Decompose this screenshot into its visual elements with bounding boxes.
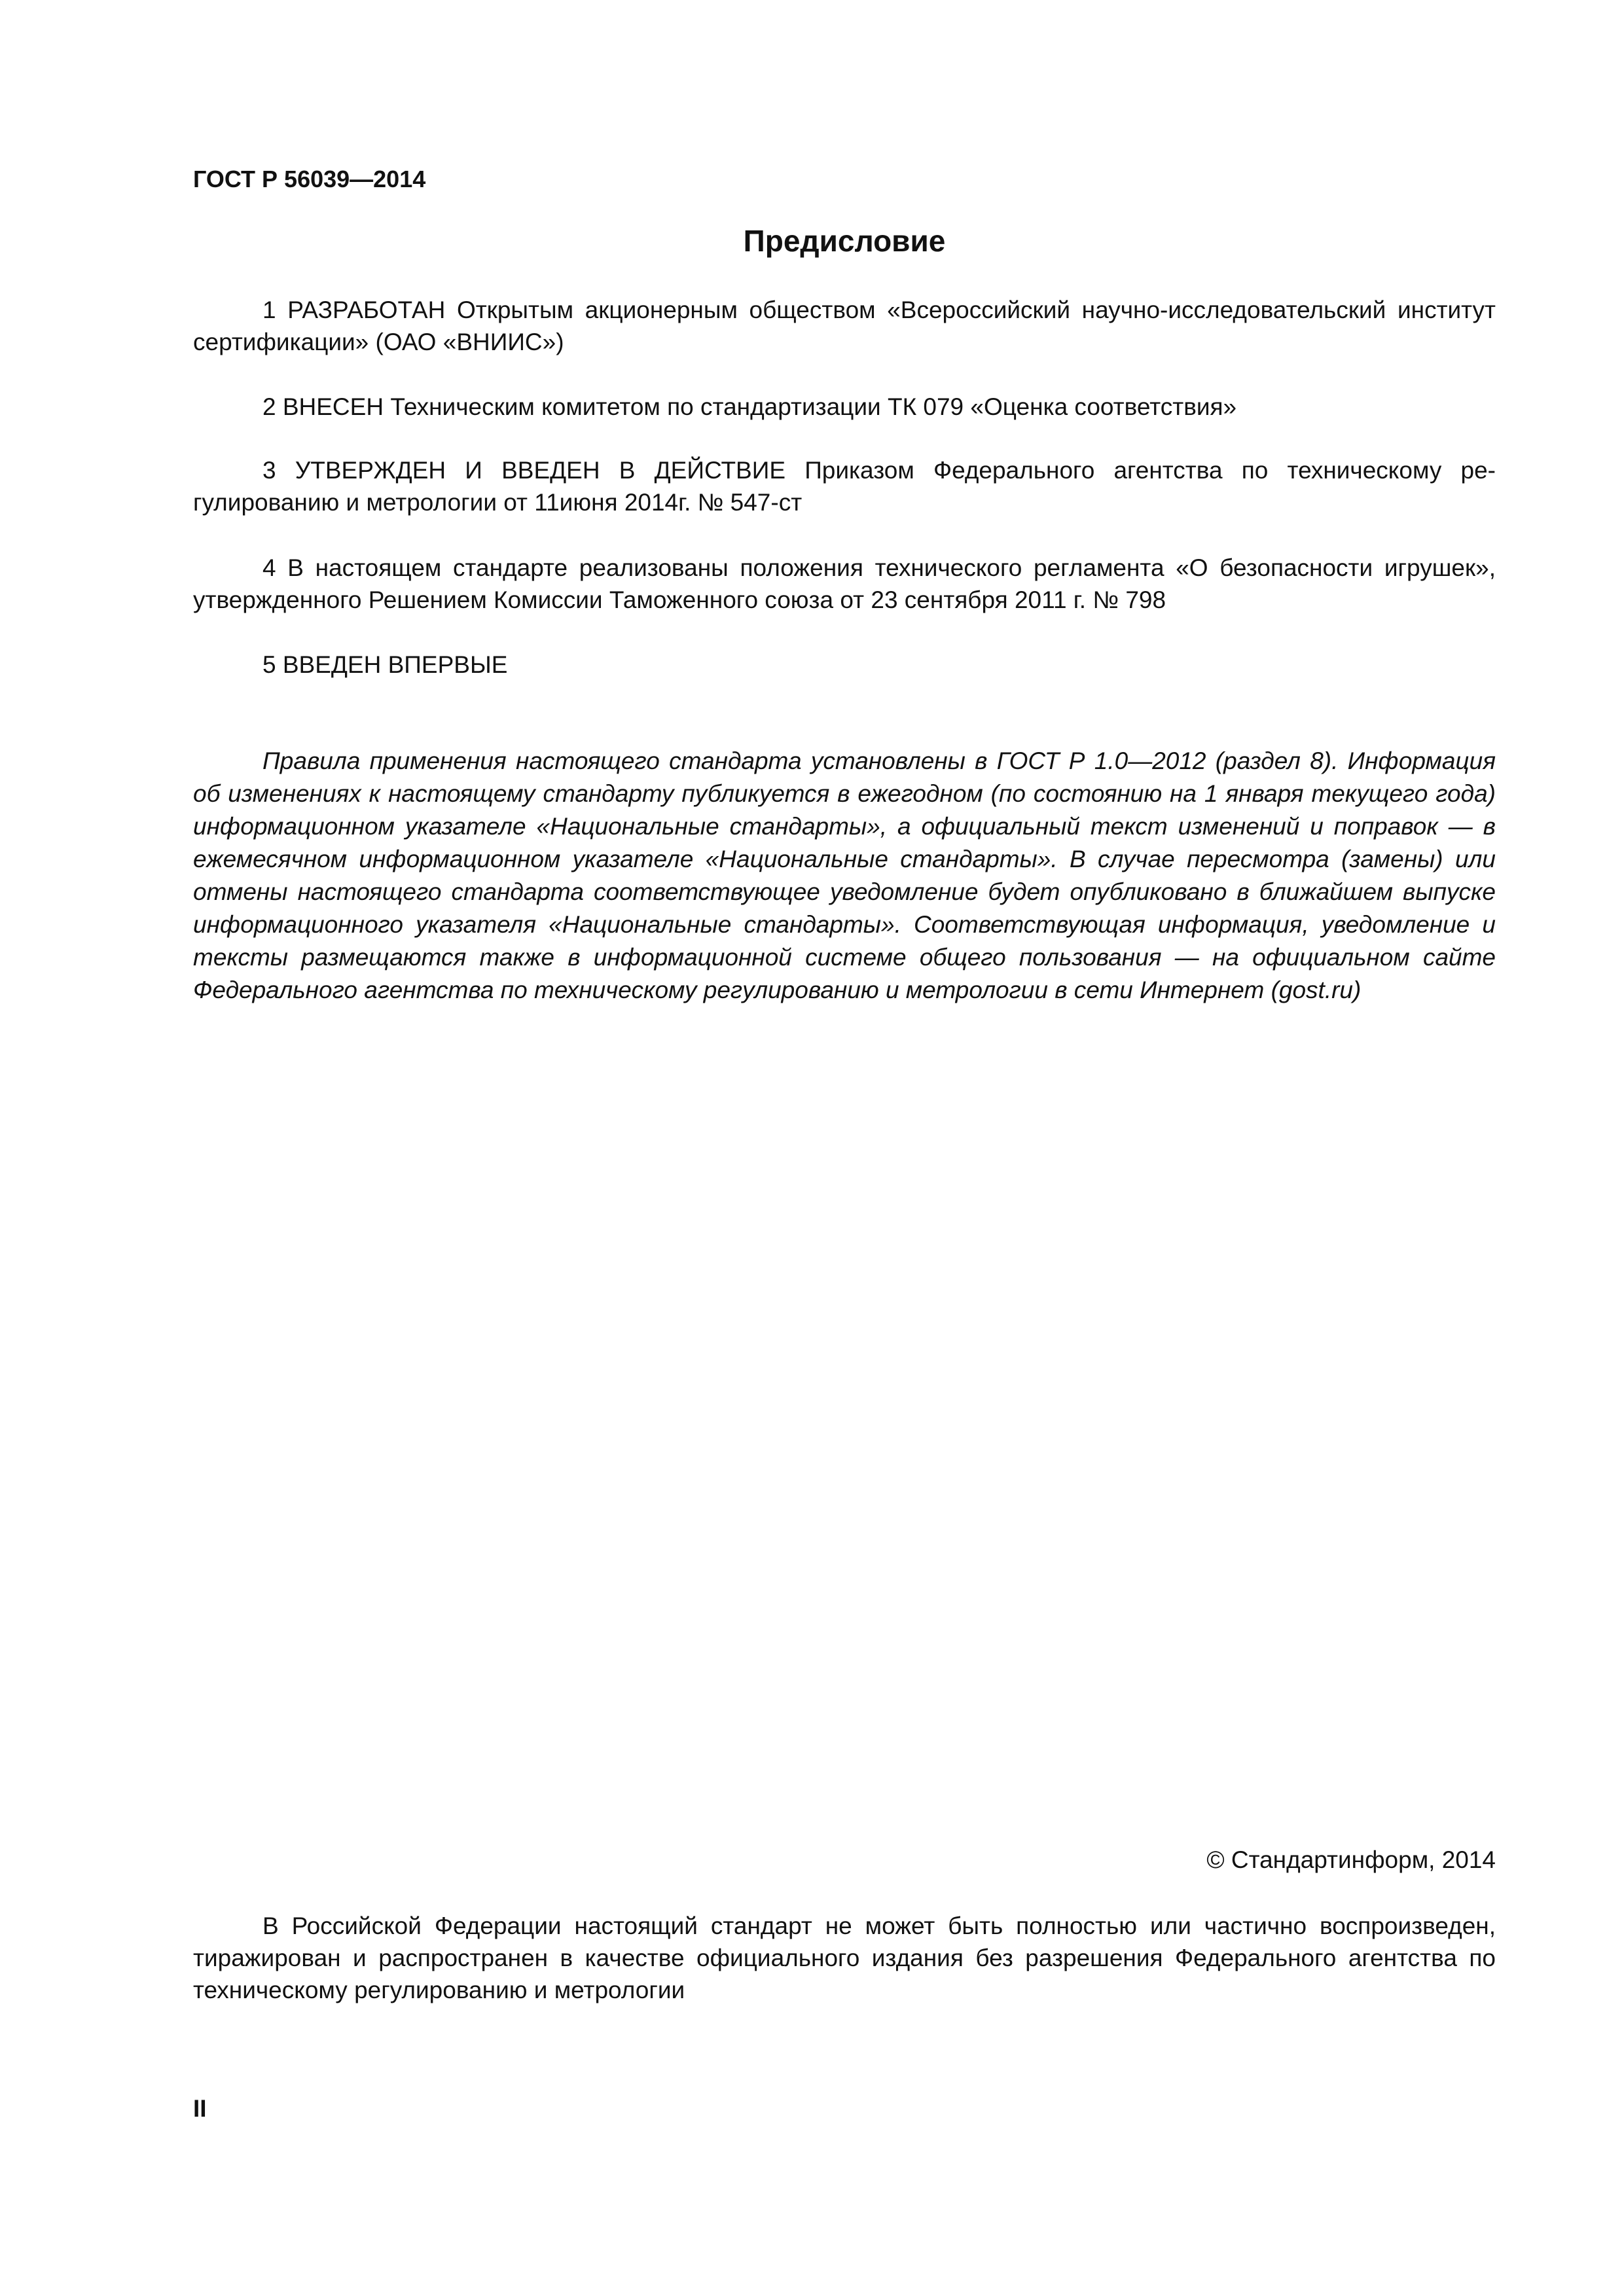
- foreword-item-2: 2 ВНЕСЕН Техническим комитетом по стандартизации ТК 079 «Оценка соответствия»: [262, 393, 1237, 420]
- foreword-item-4: 4 В настоящем стандарте реализованы положения технического регламента «О безопасности игрушек», утвержденного Решением Комиссии Таможенного союза от 23 сентября 2011 г. № 798: [193, 554, 1496, 613]
- application-rules-note: Правила применения настоящего стандарта установлены в ГОСТ Р 1.0—2012 (раздел 8). Информация об изменениях к настоящему стандарту публикуется в ежегодном (по состоянию на 1 января текущего года) информационном указателе «Национальные стандарты», а официальный текст изменений и поправок — в ежемесячном информационном указателе «Национальные стандарты». В случае пересмотра (замены) или отмены настоящего стандарта соответствующее уведомление будет опубликовано в ближайшем выпуске информационного указателя «Национальные стандарты». Соответствующая информация, уведомление и тексты размещаются также в информационной системе общего пользования — на официальном сайте Федерального агентства по техническому регулированию и метрологии в сети Интернет (gost.ru): [193, 747, 1496, 1003]
- reproduction-rights-notice: В Российской Федерации настоящий стандарт не может быть полностью или частично воспроизведен, тиражирован и распространен в качестве официального издания без разрешения Федерального агентства по техническому регулированию и метрологии: [193, 1912, 1496, 2003]
- copyright-notice: © Стандартинформ, 2014: [1206, 1846, 1496, 1873]
- document-code: ГОСТ Р 56039—2014: [193, 166, 426, 192]
- foreword-item-3: 3 УТВЕРЖДЕН И ВВЕДЕН В ДЕЙСТВИЕ Приказом Федерального агентства по техническому регулированию и метрологии от 11июня 2014г. № 547-ст: [193, 457, 1496, 516]
- page-title: Предисловие: [743, 224, 946, 258]
- page-number: II: [193, 2095, 207, 2122]
- foreword-item-1: 1 РАЗРАБОТАН Открытым акционерным обществом «Всероссийский научно-исследовательский институт сертификации» (ОАО «ВНИИС»): [193, 296, 1496, 355]
- foreword-item-5: 5 ВВЕДЕН ВПЕРВЫЕ: [262, 651, 508, 678]
